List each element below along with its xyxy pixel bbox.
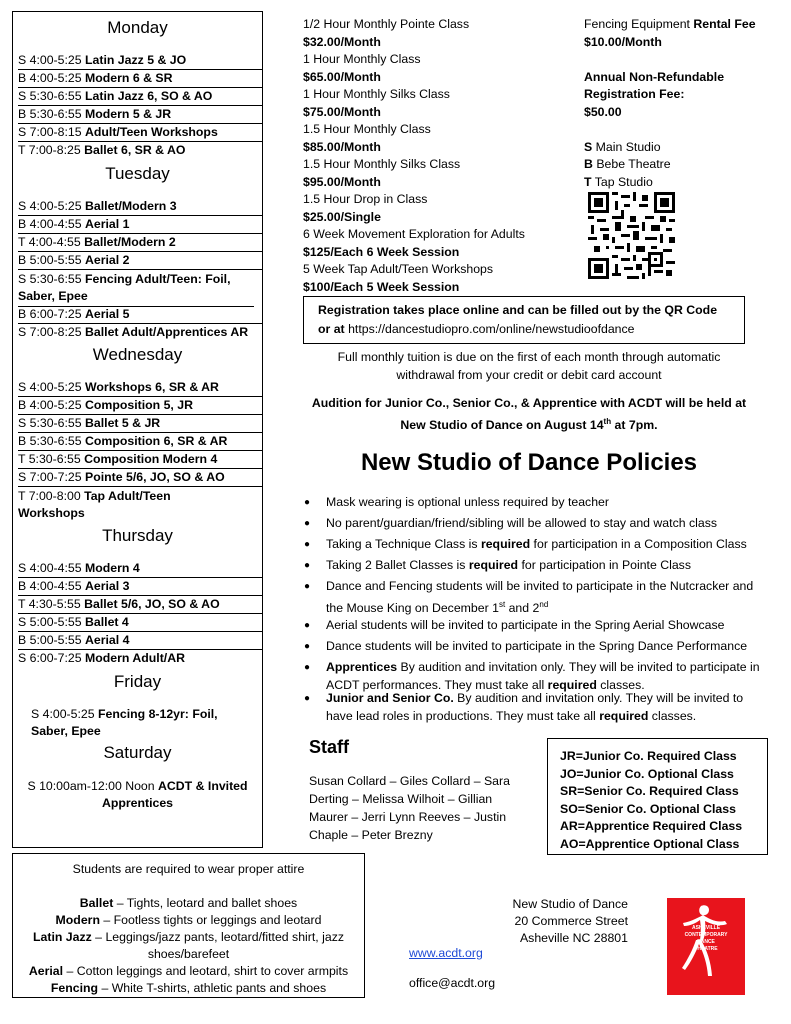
class-row: S 4:00-5:25 Fencing 8-12yr: Foil, Saber, Epee [31,707,218,738]
price-label: 1.5 Hour Monthly Class [303,122,431,136]
policy-item: Aerial students will be invited to participate in the Spring Aerial Showcase [326,618,725,632]
staff-names: Susan Collard – Giles Collard – Sara Derting – Melissa Wilhoit – Gillian Maurer – Jerri Lynn Reeves – Justin Chaple – Peter Brezny [309,774,510,842]
city-address: Asheville NC 28801 [519,931,628,945]
legend-item: JO=Junior Co. Optional Class [560,766,734,781]
class-row: B 4:00-4:55 Aerial 3 [18,579,262,596]
class-row: B 5:30-6:55 Modern 5 & JR [18,107,262,124]
policy-item: Dance students will be invited to participate in the Spring Dance Performance [326,639,748,653]
attire-item: Latin Jazz – Leggings/jazz pants, leotard/fitted shirt, jazz shoes/barefeet [33,930,344,961]
attire-item: Modern – Footless tights or leggings and leotard [55,913,322,927]
class-schedule [12,11,263,848]
attire-heading: Students are required to wear proper attire [72,862,305,876]
street-address: 20 Commerce Street [514,914,628,928]
class-code-legend [547,738,768,855]
studio-name: New Studio of Dance [512,897,628,911]
class-row: T 5:30-6:55 Composition Modern 4 [18,452,262,469]
class-row: S 4:00-5:25 Latin Jazz 5 & JO [18,53,262,70]
bullet-icon: ● [304,539,311,550]
attire-item: Ballet – Tights, leotard and ballet shoes [79,896,298,910]
class-row: B 4:00-4:55 Aerial 1 [18,217,262,234]
bullet-icon: ● [304,497,311,508]
logo-text: ASHEVILLE [691,925,721,931]
policy-item: Taking a Technique Class is required for participation in a Composition Class [326,537,747,551]
class-row: S 10:00am-12:00 Noon ACDT & Invited Apprentices [27,779,248,810]
day-title-wednesday: Wednesday [92,345,183,364]
bullet-icon: ● [304,693,311,704]
studio-key: B Bebe Theatre [584,157,671,171]
day-title-thursday: Thursday [102,526,173,545]
policy-item: Junior and Senior Co. By audition and invitation only. They will be invited to have lead roles in productions. They must take all required classes. [326,691,744,723]
policy-item: No parent/guardian/friend/sibling will be allowed to stay and watch class [326,516,717,530]
bullet-icon: ● [304,620,311,631]
price-label: 1/2 Hour Monthly Pointe Class [303,17,470,31]
email-address[interactable]: office@acdt.org [409,976,496,990]
price-value: $32.00/Month [303,35,381,49]
logo-text: CONTEMPORARY [684,932,728,938]
class-row: S 5:00-5:55 Ballet 4 [18,615,262,632]
studio-key: S Main Studio [584,140,661,154]
price-value: $100/Each 5 Week Session [303,280,460,294]
class-row: T 4:30-5:55 Ballet 5/6, JO, SO & AO [18,597,262,614]
legend-item: SO=Senior Co. Optional Class [560,801,736,816]
legend-item: SR=Senior Co. Required Class [560,784,739,798]
price-label: 1 Hour Monthly Silks Class [303,87,450,101]
class-row: S 5:30-6:55 Latin Jazz 6, SO & AO [18,89,262,106]
class-row: B 4:00-5:25 Modern 6 & SR [18,71,262,88]
registration-url-link[interactable]: https://dancestudiopro.com/online/newstudioofdance [344,322,635,336]
policy-item: Mask wearing is optional unless required by teacher [326,495,609,509]
studio-key: T Tap Studio [584,175,653,189]
class-row: S 4:00-5:25 Ballet/Modern 3 [18,199,262,216]
website-link[interactable]: www.acdt.org [409,946,483,960]
registration-fee-price: $50.00 [584,105,622,119]
registration-fee-label-2: Registration Fee: [584,87,685,101]
class-row: S 7:00-7:25 Pointe 5/6, JO, SO & AO [18,470,262,487]
audition-note: Audition for Junior Co., Senior Co., & Apprentice with ACDT will be held at [311,396,747,410]
legend-item: JR=Junior Co. Required Class [560,749,737,763]
price-value: $95.00/Month [303,175,381,189]
tuition-note: withdrawal from your credit or debit card account [396,368,662,382]
class-row: B 4:00-5:25 Composition 5, JR [18,398,262,415]
price-value: $125/Each 6 Week Session [303,245,460,259]
bullet-icon: ● [304,641,311,652]
bullet-icon: ● [304,662,311,673]
price-value: $25.00/Single [303,210,381,224]
price-label: 6 Week Movement Exploration for Adults [303,227,525,241]
class-row: S 6:00-7:25 Modern Adult/AR [18,651,185,665]
attire-item: Fencing – White T-shirts, athletic pants and shoes [50,981,327,995]
class-row: B 6:00-7:25 Aerial 5 [18,307,262,324]
day-title-saturday: Saturday [103,743,172,762]
price-label: 5 Week Tap Adult/Teen Workshops [303,262,494,276]
day-title-friday: Friday [113,672,162,691]
acdt-logo-icon [667,898,745,995]
policy-item: Apprentices By audition and invitation only. They will be invited to participate in ACDT performances. They must take all required classes. [326,660,760,692]
legend-item: AO=Apprentice Optional Class [560,836,740,851]
attire-item: Aerial – Cotton leggings and leotard, shirt to cover armpits [28,964,349,978]
class-row: S 4:00-4:55 Modern 4 [18,561,262,578]
bullet-icon: ● [304,581,311,592]
class-row: B 5:30-6:55 Composition 6, SR & AR [18,434,262,451]
legend-item: AR=Apprentice Required Class [560,819,743,833]
registration-text: Registration takes place online and can be filled out by the QR Code [318,303,718,317]
policy-item: Dance and Fencing students will be invited to participate in the Nutcracker and the Mouse King on December 1st and 2nd [326,579,754,615]
policy-item: Taking 2 Ballet Classes is required for participation in Pointe Class [326,558,691,572]
price-value: $75.00/Month [303,105,381,119]
staff-title: Staff [309,737,349,757]
class-row: S 5:30-6:55 Ballet 5 & JR [18,416,262,433]
logo-text: DANCE [697,939,715,945]
registration-fee-label-1: Annual Non-Refundable [584,70,725,84]
fencing-fee-label: Fencing Equipment Rental Fee [584,17,756,31]
price-value: $85.00/Month [303,140,381,154]
class-row: T 7:00-8:25 Ballet 6, SR & AO [18,143,186,157]
fencing-fee-price: $10.00/Month [584,35,662,49]
price-label: 1.5 Hour Monthly Silks Class [303,157,461,171]
price-label: 1.5 Hour Drop in Class [303,192,428,206]
qr-code-icon[interactable] [588,192,675,279]
class-row: T 4:00-4:55 Ballet/Modern 2 [18,235,262,252]
bullet-icon: ● [304,560,311,571]
logo-text: THEATRE [694,946,718,952]
bullet-icon: ● [304,518,311,529]
policies-title: New Studio of Dance Policies [360,449,698,476]
class-row: B 5:00-5:55 Aerial 4 [18,633,262,650]
day-title-tuesday: Tuesday [105,164,170,183]
class-row: S 7:00-8:15 Adult/Teen Workshops [18,125,262,142]
attire-box [12,853,365,998]
address-block [470,896,628,947]
audition-note: New Studio of Dance on August 14th at 7pm. [400,417,658,433]
class-row: S 7:00-8:25 Ballet Adult/Apprentices AR [18,325,249,339]
class-row: T 7:00-8:00 Tap Adult/Teen Workshops [18,489,171,520]
day-title-monday: Monday [107,18,168,37]
class-row: S 5:30-6:55 Fencing Adult/Teen: Foil, Saber, Epee [18,271,254,307]
price-label: 1 Hour Monthly Class [303,52,421,66]
class-row: S 4:00-5:25 Workshops 6, SR & AR [18,380,262,397]
registration-text: or at [318,322,345,336]
class-row: B 5:00-5:55 Aerial 2 [18,253,262,270]
tuition-note: Full monthly tuition is due on the first of each month through automatic [337,350,721,364]
price-value: $65.00/Month [303,70,381,84]
registration-box [303,296,745,344]
